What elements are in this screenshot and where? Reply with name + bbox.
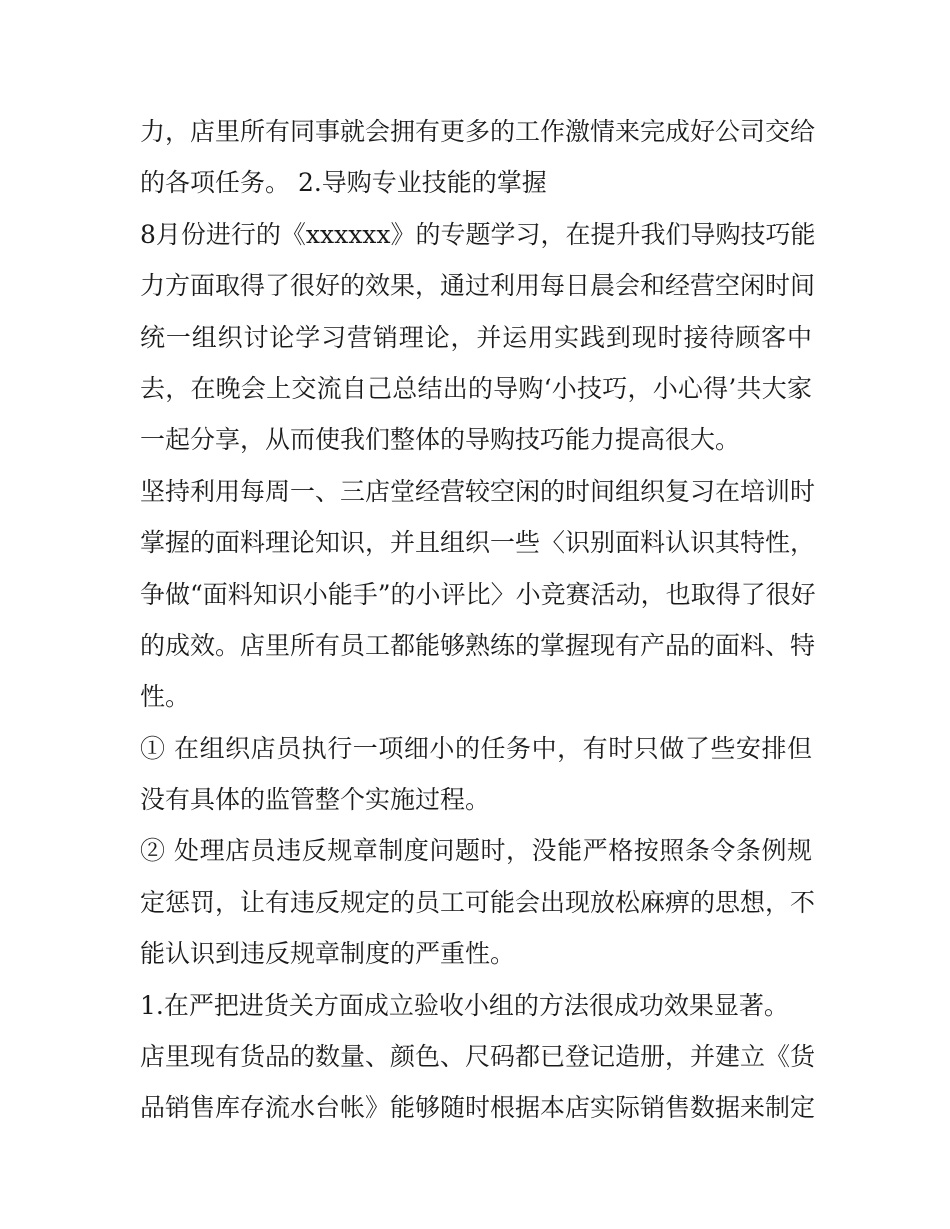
text-line-10: 争做“面料知识小能手”的小评比〉小竞赛活动，也取得了很好 bbox=[140, 579, 816, 609]
text-line-13: ① 在组织店员执行一项细小的任务中，有时只做了些安排但 bbox=[140, 733, 812, 763]
text-line-18: 1.在严把进货关方面成立验收小组的方法很成功效果显著。 bbox=[140, 990, 789, 1020]
text-line-19: 店里现有货品的数量、颜色、尺码都已登记造册，并建立《货 bbox=[140, 1042, 816, 1072]
text-line-2: 的各项任务。 2.导购专业技能的掌握 bbox=[140, 168, 547, 198]
text-line-20: 品销售库存流水台帐》能够随时根据本店实际销售数据来制定 bbox=[140, 1093, 816, 1123]
text-line-7: 一起分享，从而使我们整体的导购技巧能力提高很大。 bbox=[140, 425, 741, 455]
text-line-17: 能认识到违反规章制度的严重性。 bbox=[140, 939, 516, 969]
text-line-11: 的成效。店里所有员工都能够熟练的掌握现有产品的面料、特 bbox=[140, 630, 816, 660]
text-line-14: 没有具体的监管整个实施过程。 bbox=[140, 785, 491, 815]
text-line-15: ② 处理店员违反规章制度问题时，没能严格按照条令条例规 bbox=[140, 836, 812, 866]
text-line-16: 定惩罚，让有违反规定的员工可能会出现放松麻痹的思想，不 bbox=[140, 887, 816, 917]
text-line-9: 掌握的面料理论知识，并且组织一些〈识别面料认识其特性， bbox=[140, 528, 816, 558]
text-line-5: 统一组织讨论学习营销理论，并运用实践到现时接待顾客中 bbox=[140, 322, 812, 352]
text-line-6: 去，在晚会上交流自己总结出的导购‘小技巧，小心得’共大家 bbox=[140, 373, 812, 403]
text-line-12: 性。 bbox=[140, 682, 191, 712]
text-line-1: 力，店里所有同事就会拥有更多的工作激情来完成好公司交给 bbox=[140, 117, 816, 146]
text-line-4: 力方面取得了很好的效果，通过利用每日晨会和经营空闲时间 bbox=[140, 271, 816, 301]
text-line-8: 坚持利用每周一、三店堂经营较空闲的时间组织复习在培训时 bbox=[140, 476, 816, 506]
text-line-3: 8月份进行的《xxxxxx》的专题学习，在提升我们导购技巧能 bbox=[140, 219, 816, 249]
document-body bbox=[140, 106, 816, 1134]
